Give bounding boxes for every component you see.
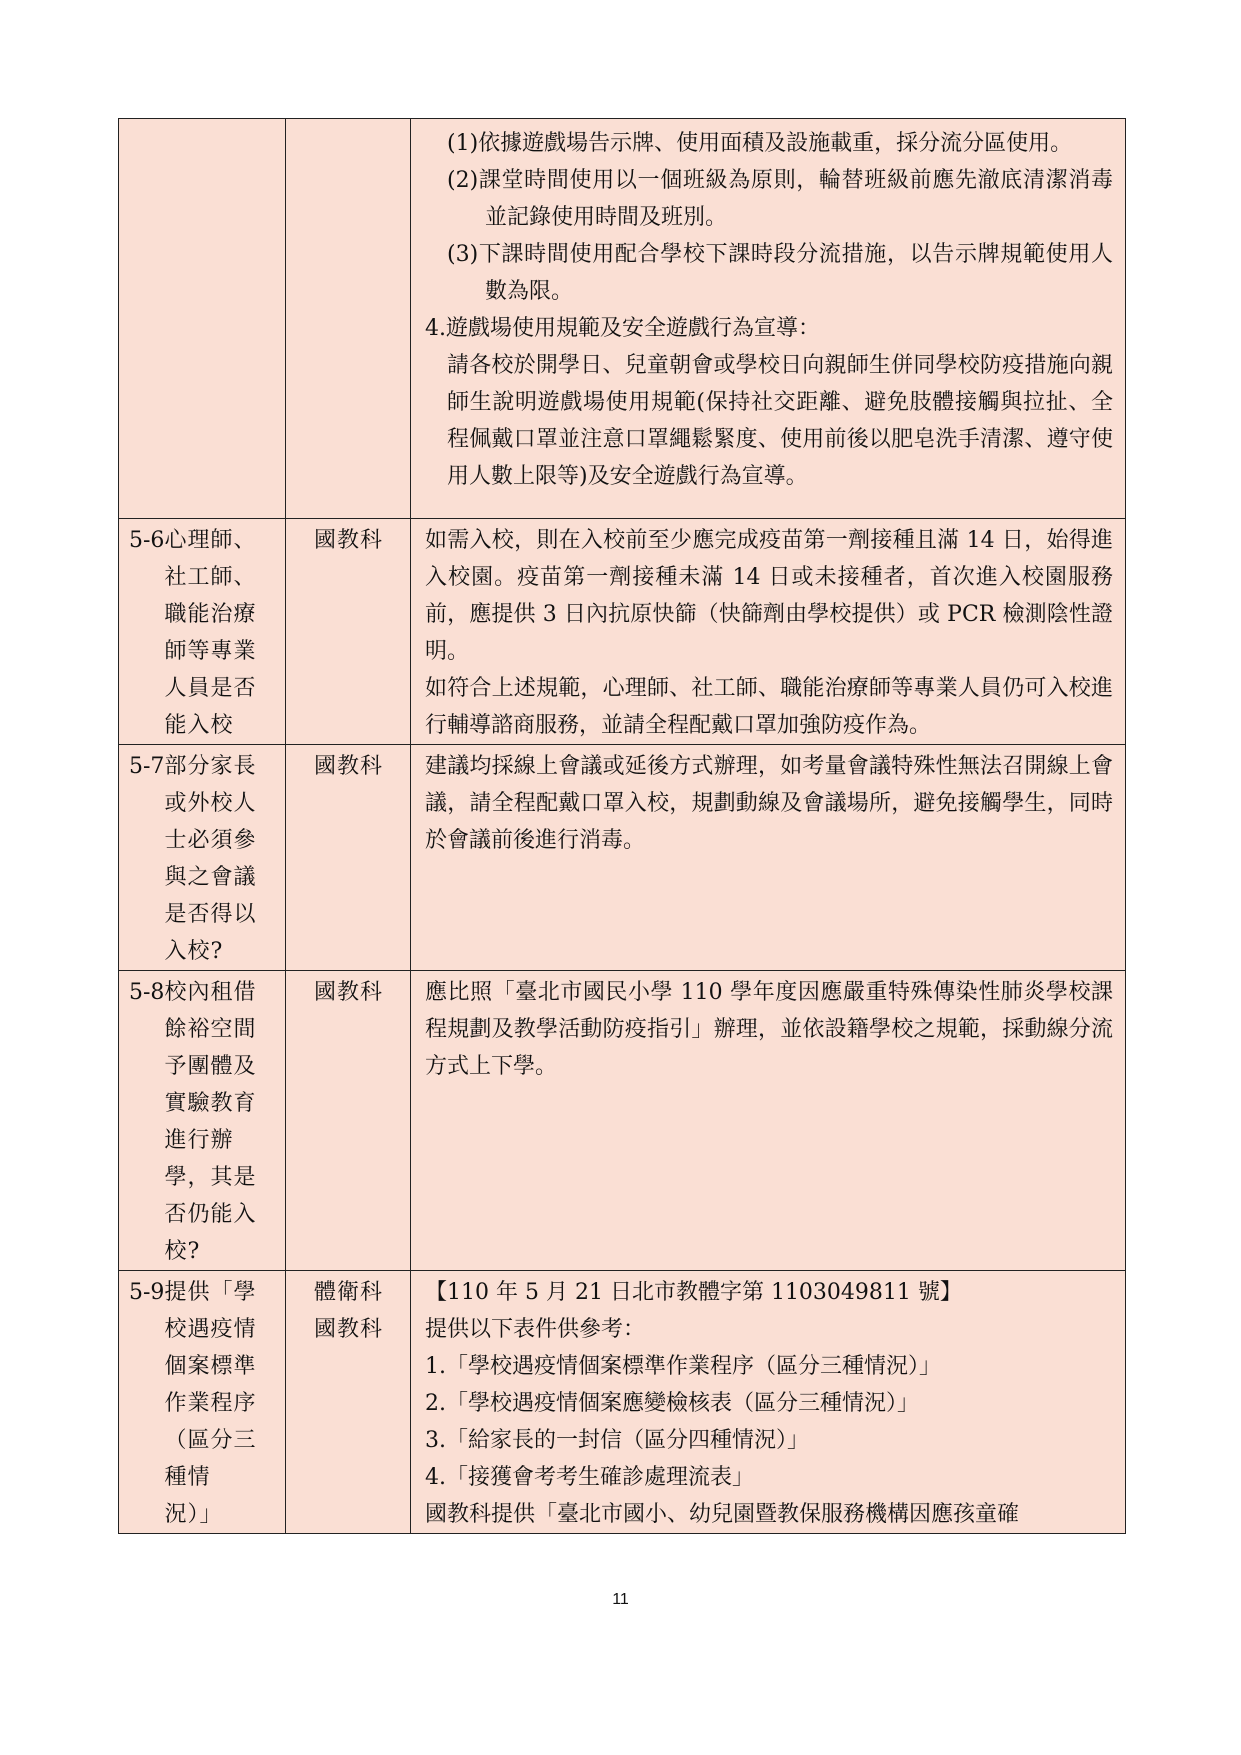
table-row <box>119 745 1126 971</box>
item-cell <box>119 1271 286 1534</box>
unit-label: 體衛科 <box>314 1280 384 1305</box>
content-paragraph: 請各校於開學日、兒童朝會或學校日向親師生併同學校防疫措施向親師生說明遊戲場使用規範(保持社交距離、避免肢體接觸與拉扯、全程佩戴口罩並注意口罩繩鬆緊度、使用前後以肥皂洗手清潔、遵守使用人數上限等)及安全遊戲行為宣導。 <box>447 353 1113 489</box>
content-paragraph: 如需入校，則在入校前至少應完成疫苗第一劑接種且滿 14 日，始得進入校園。疫苗第一劑接種未滿 14 日或未接種者，首次進入校園服務前，應提供 3 日內抗原快篩（快篩劑由學校提供）或 PCR 檢測陰性證明。 <box>425 528 1113 664</box>
content-paragraph: (2)課堂時間使用以一個班級為原則，輪替班級前應先澈底清潔消毒並記錄使用時間及班別。 <box>447 168 1113 230</box>
table-row <box>119 119 1126 519</box>
content-paragraph: 1.「學校遇疫情個案標準作業程序（區分三種情況）」 <box>425 1354 941 1379</box>
item-cell <box>119 519 286 745</box>
item-title: 部分家長 或外校人 士必須參 與之會議 是否得以 入校? <box>164 754 257 964</box>
content-paragraph: 應比照「臺北市國民小學 110 學年度因應嚴重特殊傳染性肺炎學校課程規劃及教學活動防疫指引」辦理，並依設籍學校之規範，採動線分流方式上下學。 <box>425 980 1113 1079</box>
content-paragraph: (1)依據遊戲場告示牌、使用面積及設施載重，採分流分區使用。 <box>447 131 1073 156</box>
content-paragraph: 國教科提供「臺北市國小、幼兒園暨教保服務機構因應孩童確 <box>425 1502 1020 1527</box>
content-paragraph: 提供以下表件供參考： <box>425 1317 646 1342</box>
unit-cell <box>286 971 411 1271</box>
content-paragraph: 如符合上述規範，心理師、社工師、職能治療師等專業人員仍可入校進行輔導諮商服務，並請全程配戴口罩加強防疫作為。 <box>425 676 1113 738</box>
unit-label: 國教科 <box>314 1317 384 1342</box>
item-title: 提供「學 校遇疫情 個案標準 作業程序 （區分三 種情 況）」 <box>164 1280 257 1527</box>
content-cell <box>411 1271 1126 1534</box>
content-paragraph: 4.「接獲會考考生確診處理流表」 <box>425 1465 754 1490</box>
item-cell <box>119 119 286 519</box>
item-title: 校內租借 餘裕空間 予團體及 實驗教育 進行辦 學，其是 否仍能入 校? <box>164 980 257 1264</box>
unit-label: 國教科 <box>314 754 384 779</box>
table-row <box>119 1271 1126 1534</box>
table-row <box>119 971 1126 1271</box>
content-cell <box>411 971 1126 1271</box>
item-number: 5-9 <box>129 1280 165 1305</box>
content-paragraph: 3.「給家長的一封信（區分四種情況）」 <box>425 1428 809 1453</box>
content-paragraph: (3)下課時間使用配合學校下課時段分流措施，以告示牌規範使用人數為限。 <box>447 242 1113 304</box>
item-title: 心理師、 社工師、 職能治療 師等專業 人員是否 能入校 <box>164 528 257 738</box>
unit-label: 國教科 <box>314 528 384 553</box>
unit-cell <box>286 519 411 745</box>
unit-label: 國教科 <box>314 980 384 1005</box>
content-cell <box>411 745 1126 971</box>
content-paragraph: 建議均採線上會議或延後方式辦理，如考量會議特殊性無法召開線上會議，請全程配戴口罩入校，規劃動線及會議場所，避免接觸學生，同時於會議前後進行消毒。 <box>425 754 1113 853</box>
unit-cell <box>286 745 411 971</box>
content-cell <box>411 119 1126 519</box>
page-number: 11 <box>612 1591 629 1608</box>
content-cell <box>411 519 1126 745</box>
table-row <box>119 519 1126 745</box>
content-paragraph: 【110 年 5 月 21 日北市教體字第 1103049811 號】 <box>425 1280 962 1305</box>
item-cell <box>119 971 286 1271</box>
item-number: 5-8 <box>129 980 165 1005</box>
item-number: 5-6 <box>129 528 165 553</box>
unit-cell <box>286 1271 411 1534</box>
content-paragraph: 2.「學校遇疫情個案應變檢核表（區分三種情況）」 <box>425 1391 919 1416</box>
item-cell <box>119 745 286 971</box>
unit-cell <box>286 119 411 519</box>
content-paragraph: 4.遊戲場使用規範及安全遊戲行為宣導： <box>425 316 820 341</box>
item-number: 5-7 <box>129 754 165 779</box>
document-table <box>118 118 1126 1534</box>
